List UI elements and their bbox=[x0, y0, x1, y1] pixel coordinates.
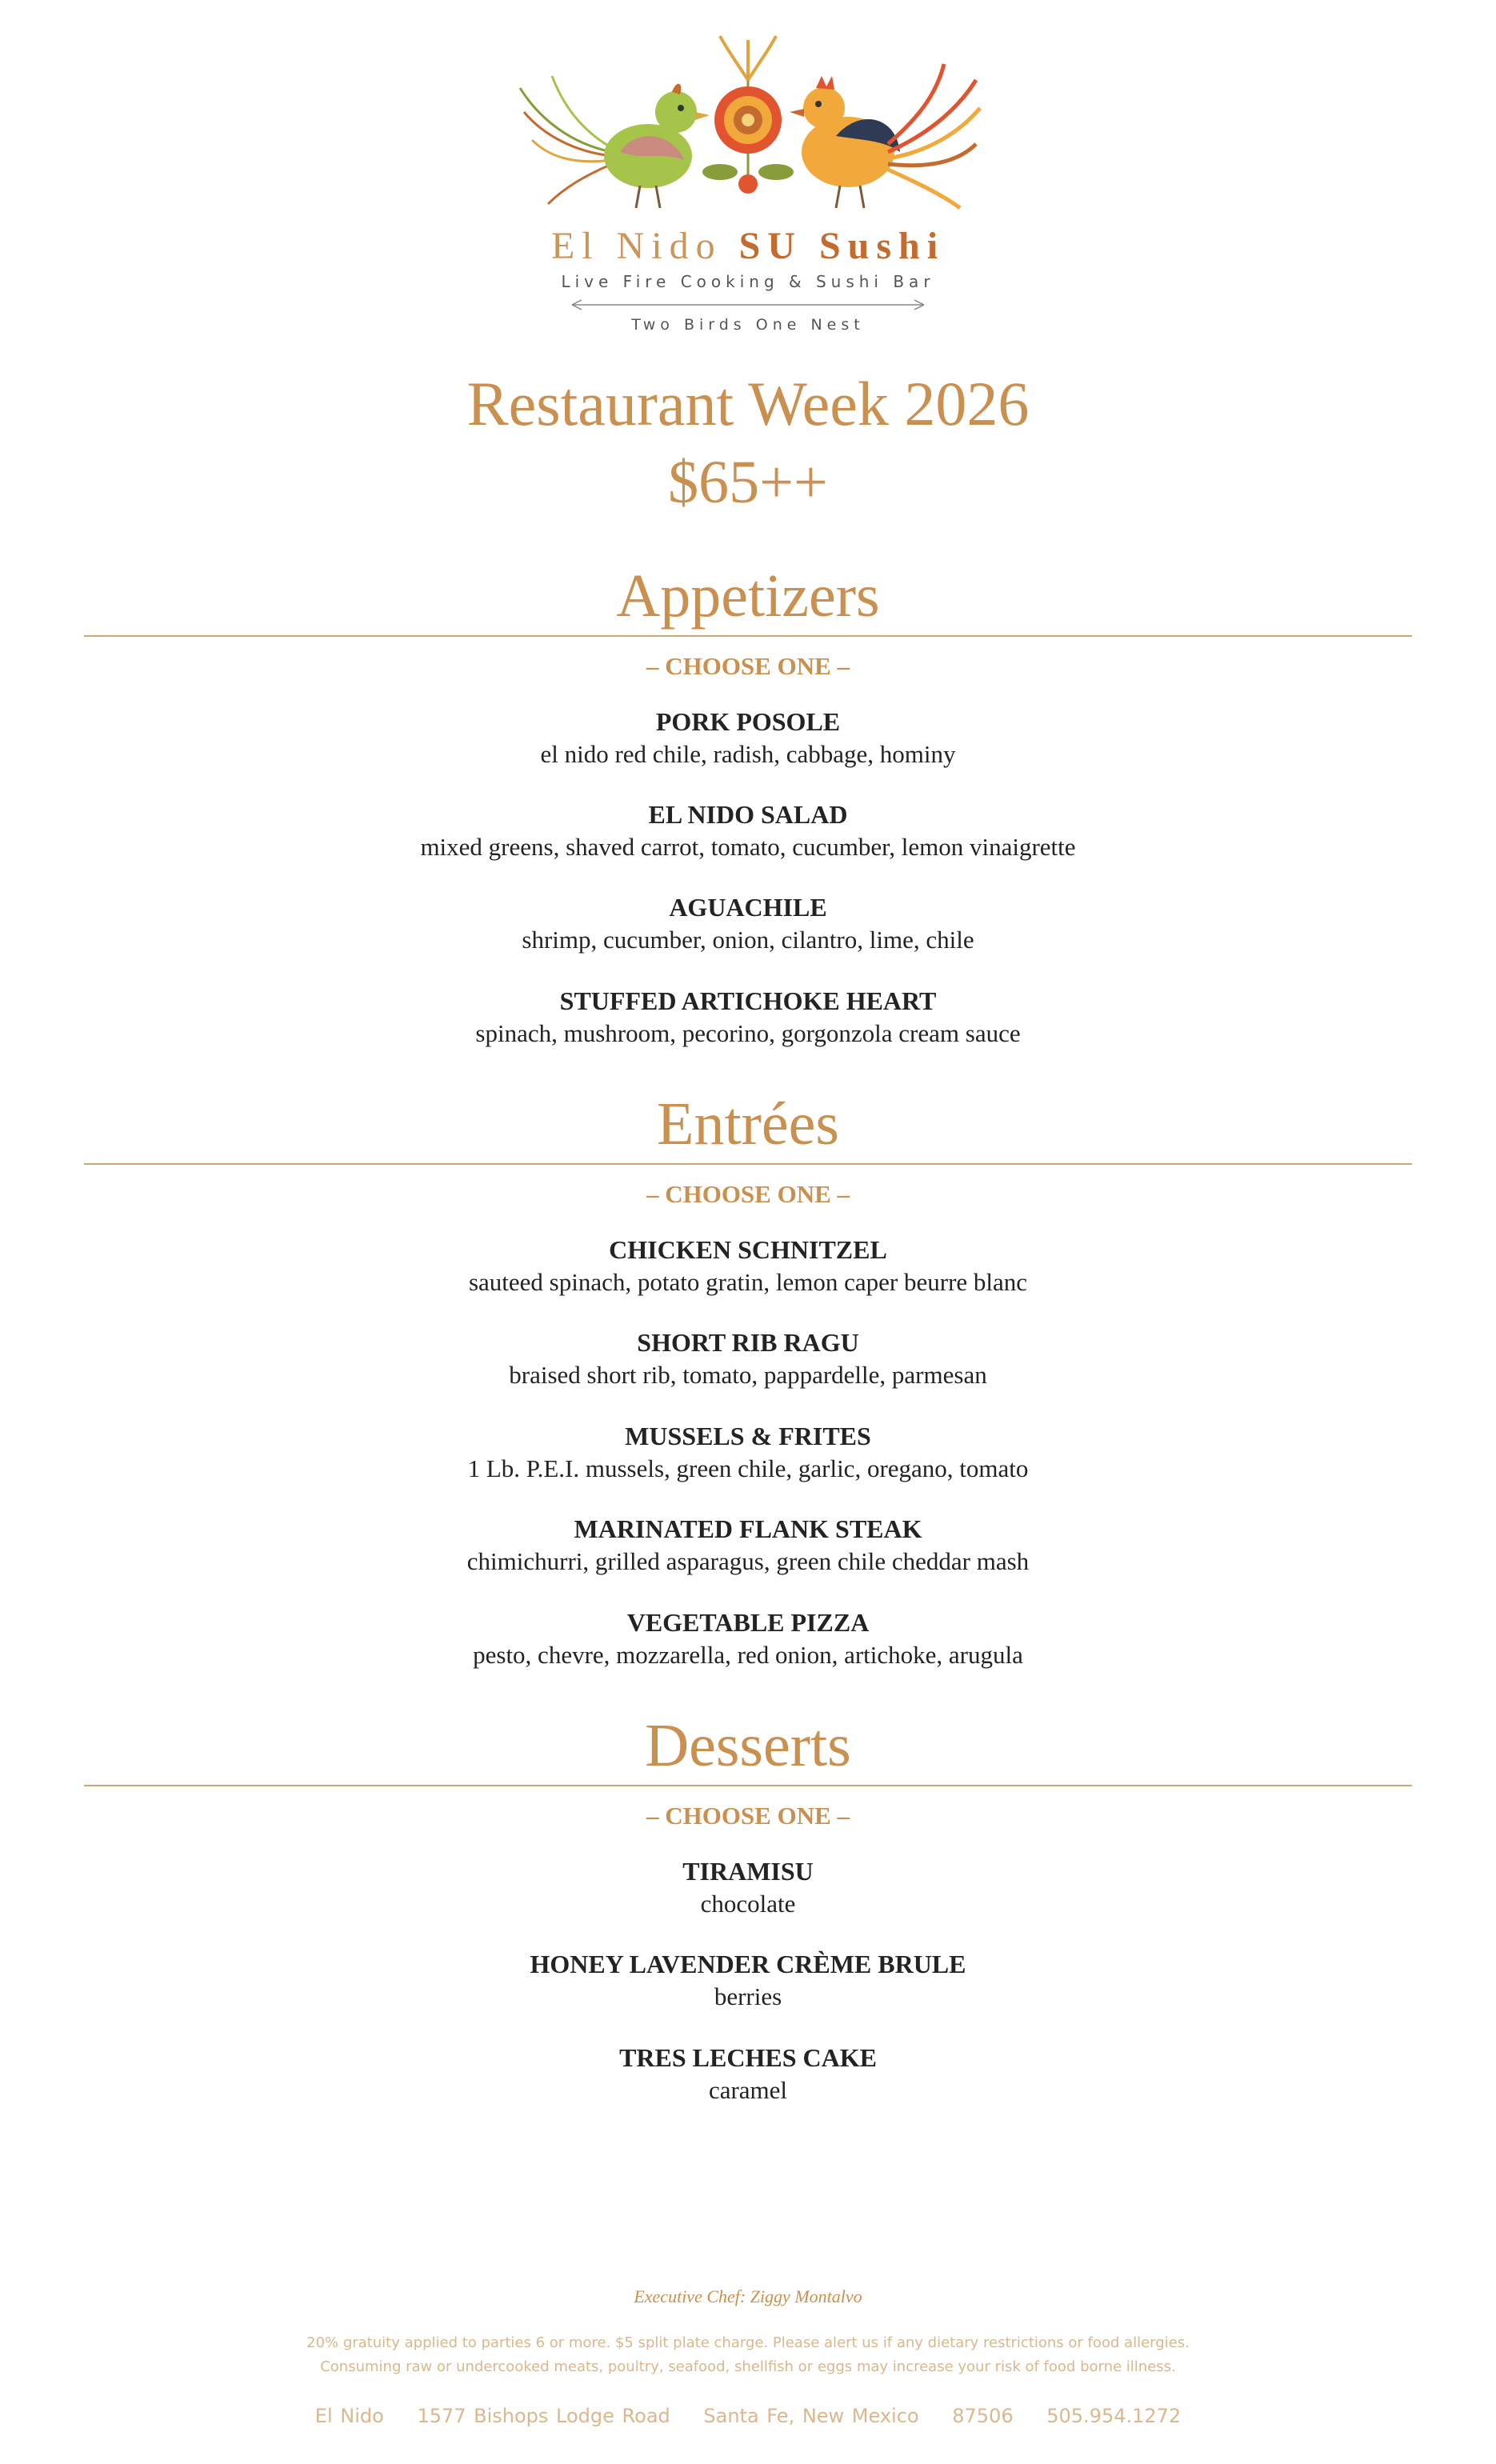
item-description: chimichurri, grilled asparagus, green chile cheddar mash bbox=[466, 1547, 1030, 1575]
address-street: 1577 Bishops Lodge Road bbox=[417, 2405, 670, 2427]
choose-one-label: – CHOOSE ONE – bbox=[646, 1802, 850, 1830]
brand-tagline: Live Fire Cooking & Sushi Bar bbox=[561, 272, 935, 291]
item-name: SHORT RIB RAGU bbox=[637, 1328, 859, 1357]
item-description: berries bbox=[714, 1982, 782, 2010]
item-description: pesto, chevre, mozzarella, red onion, artichoke, arugula bbox=[473, 1641, 1023, 1669]
item-description: mixed greens, shaved carrot, tomato, cucumber, lemon vinaigrette bbox=[420, 833, 1076, 861]
address-phone[interactable]: 505.954.1272 bbox=[1046, 2405, 1182, 2427]
item-name: TIRAMISU bbox=[682, 1857, 814, 1886]
item-name: PORK POSOLE bbox=[655, 707, 841, 736]
item-name: CHICKEN SCHNITZEL bbox=[609, 1235, 887, 1264]
item-name: VEGETABLE PIZZA bbox=[626, 1608, 870, 1637]
item-description: shrimp, cucumber, onion, cilantro, lime, chile bbox=[522, 926, 974, 954]
menu-item bbox=[0, 891, 1496, 957]
menu-item bbox=[0, 706, 1496, 771]
logo bbox=[0, 32, 1496, 344]
left-bird-tail bbox=[520, 76, 612, 204]
item-description: sauteed spinach, potato gratin, lemon caper beurre blanc bbox=[468, 1268, 1028, 1296]
menu-item bbox=[0, 985, 1496, 1050]
item-name: TRES LECHES CAKE bbox=[619, 2043, 877, 2072]
address-name: El Nido bbox=[314, 2405, 384, 2427]
menu-item bbox=[0, 2042, 1496, 2107]
food-safety-note: Consuming raw or undercooked meats, poultry, seafood, shellfish or eggs may increase your risk of food borne illness. bbox=[320, 2358, 1176, 2375]
item-description: 1 Lb. P.E.I. mussels, green chile, garlic, oregano, tomato bbox=[467, 1454, 1029, 1482]
arrow-rule-icon bbox=[564, 298, 932, 311]
address-city: Santa Fe, New Mexico bbox=[703, 2405, 919, 2427]
section-title: Desserts bbox=[645, 1712, 851, 1779]
item-description: braised short rib, tomato, pappardelle, parmesan bbox=[509, 1361, 987, 1389]
section-appetizers bbox=[0, 560, 1496, 632]
executive-chef: Executive Chef: Ziggy Montalvo bbox=[634, 2286, 862, 2306]
address-zip: 87506 bbox=[952, 2405, 1014, 2427]
menu-price: $65++ bbox=[668, 449, 828, 516]
item-name: STUFFED ARTICHOKE HEART bbox=[559, 986, 937, 1015]
choose-one-label: – CHOOSE ONE – bbox=[646, 652, 850, 680]
gratuity-note: 20% gratuity applied to parties 6 or more. $5 split plate charge. Please alert us if any dietary restrictions or food allergies. bbox=[306, 2334, 1190, 2351]
section-desserts bbox=[0, 1710, 1496, 1782]
section-divider bbox=[84, 1163, 1412, 1165]
address-line bbox=[0, 2405, 1496, 2427]
menu-item bbox=[0, 798, 1496, 864]
center-flower bbox=[702, 36, 794, 194]
item-description: caramel bbox=[708, 2076, 788, 2104]
item-name: HONEY LAVENDER CRÈME BRULE bbox=[530, 1950, 966, 1978]
menu-item bbox=[0, 1513, 1496, 1578]
item-name: AGUACHILE bbox=[669, 893, 827, 922]
section-divider bbox=[84, 635, 1412, 637]
item-description: spinach, mushroom, pecorino, gorgonzola cream sauce bbox=[475, 1019, 1021, 1047]
item-description: el nido red chile, radish, cabbage, hominy bbox=[540, 740, 956, 768]
section-title: Appetizers bbox=[616, 562, 880, 630]
menu-item bbox=[0, 1606, 1496, 1672]
right-bird-tail bbox=[888, 64, 980, 208]
item-name: EL NIDO SALAD bbox=[648, 800, 848, 829]
brand-name: El Nido SU Sushi bbox=[550, 225, 946, 267]
menu-item bbox=[0, 1234, 1496, 1299]
brand-motto: Two Birds One Nest bbox=[631, 316, 865, 334]
menu-item bbox=[0, 1326, 1496, 1392]
menu-item bbox=[0, 1855, 1496, 1921]
menu-item bbox=[0, 1948, 1496, 2014]
event-title: Restaurant Week 2026 bbox=[466, 369, 1030, 438]
choose-one-label: – CHOOSE ONE – bbox=[646, 1180, 850, 1208]
menu-item bbox=[0, 1420, 1496, 1486]
section-divider bbox=[84, 1785, 1412, 1786]
item-description: chocolate bbox=[700, 1890, 796, 1918]
section-entrees bbox=[0, 1088, 1496, 1160]
section-title: Entrées bbox=[657, 1090, 839, 1158]
item-name: MARINATED FLANK STEAK bbox=[574, 1514, 922, 1543]
two-birds-logo-icon bbox=[508, 32, 988, 224]
item-name: MUSSELS & FRITES bbox=[625, 1422, 871, 1450]
